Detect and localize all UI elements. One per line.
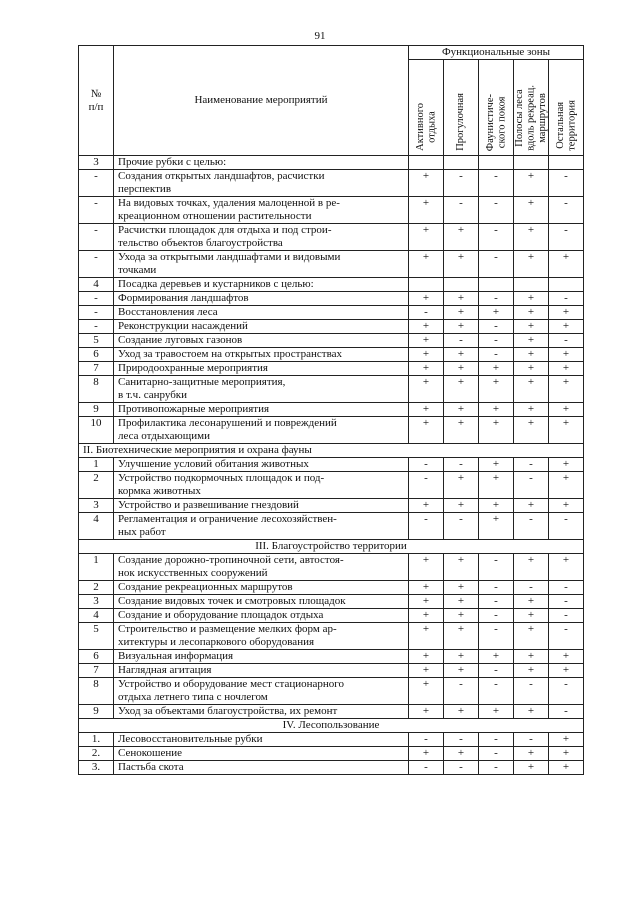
zone-mark: - [479,292,514,306]
measure-name: На видовых точках, удаления малоценной в ре- креационном отношении растительности [114,197,409,224]
measure-name: Устройство подкормочных площадок и под- кормка животных [114,472,409,499]
zone-mark: + [549,747,584,761]
zone-mark [409,278,444,292]
table-row [79,678,584,705]
zone-mark: + [409,581,444,595]
table-row [79,513,584,540]
zone-mark: + [514,376,549,403]
zone-mark: + [479,513,514,540]
zone-mark: - [479,609,514,623]
zone-mark: + [409,197,444,224]
table-row [79,458,584,472]
table-row [79,747,584,761]
zone-mark: - [409,458,444,472]
zone-label: Полосы леса вдоль рекреац. маршрутов [514,85,548,151]
zone-label: Фаунистиче- ского покоя [484,93,507,151]
zone-mark: + [444,595,479,609]
zone-mark: + [444,747,479,761]
zone-mark: + [479,306,514,320]
zone-mark: + [479,650,514,664]
zone-mark: - [514,472,549,499]
zone-mark: + [549,306,584,320]
zone-mark: - [479,733,514,747]
zone-mark: + [514,320,549,334]
row-number: 3 [79,595,114,609]
zone-mark: - [479,224,514,251]
row-number: 9 [79,403,114,417]
table-row [79,733,584,747]
table-row [79,499,584,513]
table-row [79,156,584,170]
zone-mark: - [444,678,479,705]
row-number: - [79,306,114,320]
zone-mark: + [549,554,584,581]
zone-mark: + [514,403,549,417]
zone-mark: + [549,458,584,472]
row-number: 4 [79,513,114,540]
table-row [79,362,584,376]
zone-mark [479,278,514,292]
row-number: 1 [79,554,114,581]
zone-mark: + [444,348,479,362]
measure-name: Уход за травостоем на открытых пространствах [114,348,409,362]
zone-mark: + [444,581,479,595]
zone-mark: + [444,224,479,251]
zone-mark: + [514,499,549,513]
zone-mark: - [479,747,514,761]
zone-mark: - [549,292,584,306]
header-number [79,46,114,156]
zone-mark: - [444,513,479,540]
zone-mark: + [514,170,549,197]
table-row [79,705,584,719]
zone-mark: + [409,320,444,334]
zone-mark: - [549,678,584,705]
measure-name: Лесовосстановительные рубки [114,733,409,747]
header-name [114,46,409,156]
zone-mark: - [549,224,584,251]
measure-name: Восстановления леса [114,306,409,320]
zone-mark: + [409,554,444,581]
measure-name: Противопожарные мероприятия [114,403,409,417]
zone-mark: + [549,417,584,444]
measure-name: Улучшение условий обитания животных [114,458,409,472]
table-row [79,403,584,417]
zone-mark: + [549,403,584,417]
zone-mark [479,156,514,170]
table-row [79,251,584,278]
zone-mark: + [444,306,479,320]
measure-name: Уход за объектами благоустройства, их ремонт [114,705,409,719]
zone-mark: - [444,733,479,747]
measure-name: Строительство и размещение мелких форм ар- хитектуры и лесопаркового оборудования [114,623,409,650]
zone-mark: - [514,458,549,472]
table-row [79,170,584,197]
zone-mark: + [409,747,444,761]
zone-header-fauna-rest [479,60,514,156]
zone-mark: + [479,403,514,417]
zone-mark: + [479,705,514,719]
row-number: 3 [79,156,114,170]
zone-mark: + [409,224,444,251]
row-number: 2 [79,472,114,499]
section-row [79,540,584,554]
zone-mark: + [514,650,549,664]
zone-mark: + [409,417,444,444]
zone-mark: - [444,197,479,224]
zone-mark: + [444,623,479,650]
table-row [79,417,584,444]
zone-mark [444,156,479,170]
zone-mark: - [479,581,514,595]
zone-mark: + [409,705,444,719]
row-number: - [79,251,114,278]
zone-mark: + [514,292,549,306]
zone-mark: - [479,664,514,678]
zone-mark: + [514,595,549,609]
zone-mark: + [409,595,444,609]
row-number: 7 [79,664,114,678]
section-title: III. Благоустройство территории [79,540,584,554]
zone-mark: + [549,362,584,376]
zone-mark: - [479,678,514,705]
zone-mark: + [444,362,479,376]
zone-label: Активного отдыха [414,103,437,151]
row-number: - [79,292,114,306]
zone-mark: - [479,251,514,278]
page-number: 91 [314,30,326,42]
zone-mark: + [409,362,444,376]
row-number: 10 [79,417,114,444]
row-number: - [79,197,114,224]
row-number: - [79,170,114,197]
measure-name: Посадка деревьев и кустарников с целью: [114,278,409,292]
zone-mark [514,278,549,292]
table-row [79,334,584,348]
zone-mark: - [514,733,549,747]
zone-mark: + [479,362,514,376]
zone-mark: - [549,595,584,609]
header-number-label: № п/п [88,87,104,113]
zone-mark: - [409,306,444,320]
zone-mark: - [444,334,479,348]
zone-mark: + [479,472,514,499]
zone-mark: + [409,292,444,306]
row-number: - [79,320,114,334]
measure-name: Создание дорожно-тропиночной сети, автостоя- нок искусственных сооружений [114,554,409,581]
zone-mark [444,278,479,292]
zone-header-walking [444,60,479,156]
zone-mark: + [549,376,584,403]
table-row [79,320,584,334]
measure-name: Создание рекреационных маршрутов [114,581,409,595]
zone-mark: - [444,761,479,775]
section-row [79,719,584,733]
zone-mark: - [479,334,514,348]
table-row [79,554,584,581]
row-number: 7 [79,362,114,376]
row-number: 2. [79,747,114,761]
zone-mark: + [549,499,584,513]
measure-name: Прочие рубки с целью: [114,156,409,170]
zone-mark: + [409,623,444,650]
measures-table [78,45,584,775]
zone-mark: - [479,197,514,224]
zone-mark: - [479,554,514,581]
section-row [79,444,584,458]
zone-mark: + [514,554,549,581]
zone-mark: + [514,362,549,376]
table-header [79,46,584,156]
zone-mark: + [549,251,584,278]
zone-mark: + [444,403,479,417]
header-name-label: Наименование мероприятий [194,94,328,106]
zone-mark: + [444,705,479,719]
zone-mark: - [444,458,479,472]
table-row [79,623,584,650]
measure-name: Реконструкции насаждений [114,320,409,334]
zone-mark: + [409,376,444,403]
row-number: 5 [79,334,114,348]
zone-mark: + [514,224,549,251]
zone-mark: + [409,609,444,623]
zone-mark: + [479,417,514,444]
measure-name: Расчистки площадок для отдыха и под строи- тельство объектов благоустройства [114,224,409,251]
zone-mark [549,278,584,292]
zone-mark: + [514,306,549,320]
row-number: 4 [79,278,114,292]
zone-mark: - [549,170,584,197]
zone-mark: + [549,472,584,499]
zone-header-active-rest [409,60,444,156]
measure-name: Создание луговых газонов [114,334,409,348]
zone-mark: + [444,320,479,334]
measure-name: Санитарно-защитные мероприятия, в т.ч. санрубки [114,376,409,403]
header-zones-label: Функциональные зоны [441,46,551,58]
zone-mark: + [444,251,479,278]
zone-mark: + [409,664,444,678]
zone-label: Остальная территория [554,100,577,151]
zone-mark: - [514,581,549,595]
row-number: 3. [79,761,114,775]
table-row [79,306,584,320]
zone-mark: + [409,334,444,348]
zone-mark: + [409,650,444,664]
measure-name: Сенокошение [114,747,409,761]
zone-mark: + [549,733,584,747]
zone-mark [514,156,549,170]
zone-mark: + [409,403,444,417]
zone-mark: + [444,499,479,513]
zone-mark: + [444,417,479,444]
zone-mark: - [409,513,444,540]
row-number: 1 [79,458,114,472]
table-row [79,348,584,362]
zone-mark: + [514,623,549,650]
table-row [79,376,584,403]
zone-mark: + [549,348,584,362]
table-row [79,761,584,775]
measure-name: Устройство и развешивание гнездовий [114,499,409,513]
measure-name: Создания открытых ландшафтов, расчистки перспектив [114,170,409,197]
row-number: 6 [79,348,114,362]
row-number: 8 [79,376,114,403]
table-row [79,292,584,306]
measure-name: Ухода за открытыми ландшафтами и видовыми точками [114,251,409,278]
zone-header-forest-strips [514,60,549,156]
zone-mark: + [514,348,549,362]
zone-mark: - [549,609,584,623]
zone-mark: + [549,664,584,678]
measure-name: Формирования ландшафтов [114,292,409,306]
zone-mark: + [549,650,584,664]
table-row [79,609,584,623]
zone-mark: - [549,705,584,719]
section-title: IV. Лесопользование [79,719,584,733]
row-number: 1. [79,733,114,747]
table-row [79,472,584,499]
table-row [79,581,584,595]
table-row [79,664,584,678]
zone-mark: - [409,761,444,775]
zone-mark: - [479,170,514,197]
table-row [79,650,584,664]
zone-mark: + [514,417,549,444]
zone-mark: + [444,664,479,678]
zone-mark: + [514,705,549,719]
zone-mark: + [549,320,584,334]
table-row [79,595,584,609]
zone-mark: - [549,197,584,224]
zone-mark: + [549,761,584,775]
measure-name: Наглядная агитация [114,664,409,678]
zone-mark [549,156,584,170]
zone-mark: + [479,376,514,403]
zone-mark: + [444,376,479,403]
zone-mark: + [444,650,479,664]
row-number: 4 [79,609,114,623]
measure-name: Создание видовых точек и смотровых площадок [114,595,409,609]
measure-name: Создание и оборудование площадок отдыха [114,609,409,623]
zone-mark: + [479,458,514,472]
measure-name: Профилактика лесонарушений и повреждений леса отдыхающими [114,417,409,444]
row-number: 3 [79,499,114,513]
zone-mark: - [409,733,444,747]
zone-mark: + [514,334,549,348]
zone-mark: - [549,581,584,595]
zone-label: Прогулочная [455,93,467,151]
zone-mark: + [444,292,479,306]
zone-mark: + [514,664,549,678]
zone-mark: - [549,334,584,348]
row-number: 6 [79,650,114,664]
zone-mark: - [514,678,549,705]
zone-mark: - [479,623,514,650]
measure-name: Устройство и оборудование мест стационарного отдыха летнего типа с ночлегом [114,678,409,705]
zone-mark: + [444,472,479,499]
zone-mark: - [479,348,514,362]
table-row [79,197,584,224]
zone-mark: - [479,320,514,334]
zone-mark: + [444,609,479,623]
row-number: 8 [79,678,114,705]
zone-header-other-territory [549,60,584,156]
zone-mark [409,156,444,170]
zone-mark: - [479,761,514,775]
row-number: 2 [79,581,114,595]
zone-mark: + [514,609,549,623]
row-number: 9 [79,705,114,719]
zone-mark: + [444,554,479,581]
table-row [79,224,584,251]
zone-mark: - [514,513,549,540]
section-title: II. Биотехнические мероприятия и охрана фауны [79,444,584,458]
header-zones [409,46,584,60]
zone-mark: + [409,348,444,362]
measure-name: Пастьба скота [114,761,409,775]
zone-mark: - [549,513,584,540]
measure-name: Визуальная информация [114,650,409,664]
table-row [79,278,584,292]
row-number: 5 [79,623,114,650]
table-body [79,156,584,775]
zone-mark: - [444,170,479,197]
row-number: - [79,224,114,251]
zone-mark: + [514,761,549,775]
zone-mark: + [409,499,444,513]
zone-mark: + [514,747,549,761]
zone-mark: - [479,595,514,609]
measure-name: Природоохранные мероприятия [114,362,409,376]
zone-mark: + [514,251,549,278]
zone-mark: - [409,472,444,499]
zone-mark: - [549,623,584,650]
zone-mark: + [409,170,444,197]
zone-mark: + [409,251,444,278]
zone-mark: + [479,499,514,513]
measure-name: Регламентация и ограничение лесохозяйствен- ных работ [114,513,409,540]
zone-mark: + [514,197,549,224]
zone-mark: + [409,678,444,705]
